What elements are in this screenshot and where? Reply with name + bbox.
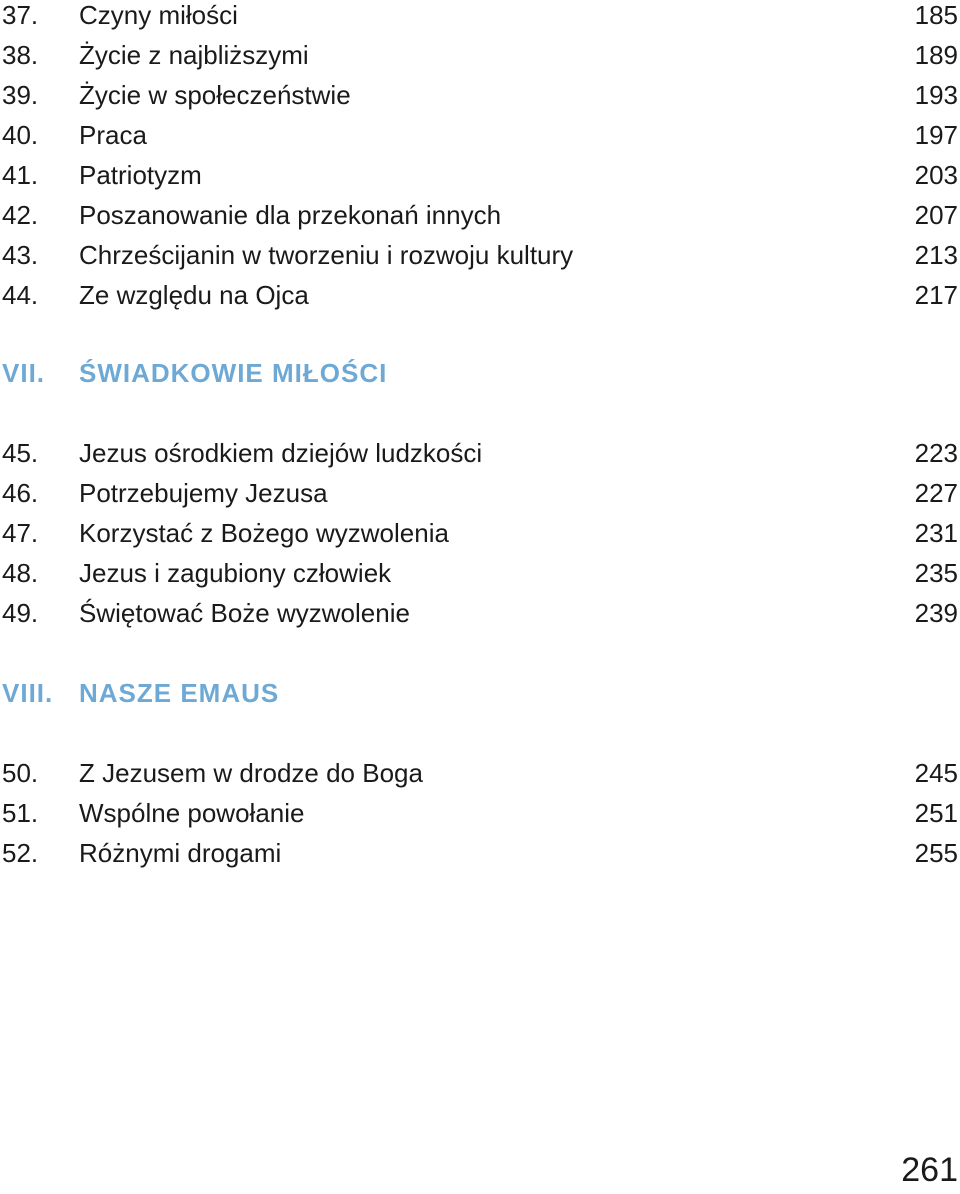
entry-title: Potrzebujemy Jezusa <box>79 478 328 508</box>
entry-title: Jezus ośrodkiem dziejów ludzkości <box>79 438 483 468</box>
entry-title: Praca <box>79 120 147 150</box>
toc-entry[interactable] <box>0 758 960 798</box>
entry-number: 40. <box>2 120 39 150</box>
toc-entry[interactable] <box>0 120 960 160</box>
toc-entry[interactable] <box>0 0 960 40</box>
entry-number: 52. <box>2 838 39 868</box>
entry-title: Chrześcijanin w tworzeniu i rozwoju kultury <box>79 240 574 270</box>
page-number: 261 <box>901 1151 958 1189</box>
section-title: ŚWIADKOWIE MIŁOŚCI <box>79 358 388 388</box>
entry-number: 47. <box>2 518 39 548</box>
toc-entry[interactable] <box>0 200 960 240</box>
toc-entry[interactable] <box>0 838 960 878</box>
entry-title: Czyny miłości <box>79 0 238 30</box>
entry-page: 213 <box>914 240 958 270</box>
toc-entry[interactable] <box>0 280 960 320</box>
entry-title: Patriotyzm <box>79 160 202 190</box>
section-title: NASZE EMAUS <box>79 678 280 708</box>
entry-title: Ze względu na Ojca <box>79 280 309 310</box>
entry-page: 251 <box>914 798 958 828</box>
entry-number: 42. <box>2 200 39 230</box>
entry-page: 185 <box>914 0 958 30</box>
entry-page: 245 <box>914 758 958 788</box>
entry-number: 49. <box>2 598 39 628</box>
section-heading-viii <box>0 678 960 709</box>
entry-page: 207 <box>914 200 958 230</box>
toc-entry[interactable] <box>0 438 960 478</box>
entry-title: Życie z najbliższymi <box>79 40 309 70</box>
toc-entry[interactable] <box>0 798 960 838</box>
entry-number: 48. <box>2 558 39 588</box>
entry-number: 38. <box>2 40 39 70</box>
toc-entry[interactable] <box>0 478 960 518</box>
entry-title: Różnymi drogami <box>79 838 282 868</box>
toc-entry[interactable] <box>0 240 960 280</box>
section-number: VIII. <box>2 678 54 708</box>
entry-page: 217 <box>914 280 958 310</box>
entry-number: 39. <box>2 80 39 110</box>
entry-page: 255 <box>914 838 958 868</box>
entry-number: 50. <box>2 758 39 788</box>
entry-number: 41. <box>2 160 39 190</box>
entry-number: 37. <box>2 0 39 30</box>
entry-number: 44. <box>2 280 39 310</box>
entry-page: 223 <box>914 438 958 468</box>
section-number: VII. <box>2 358 46 388</box>
toc-entry[interactable] <box>0 160 960 200</box>
entry-title: Świętować Boże wyzwolenie <box>79 598 410 628</box>
entry-number: 46. <box>2 478 39 508</box>
toc-entry[interactable] <box>0 80 960 120</box>
toc-entry[interactable] <box>0 518 960 558</box>
entry-page: 231 <box>914 518 958 548</box>
entry-title: Życie w społeczeństwie <box>79 80 351 110</box>
entry-title: Jezus i zagubiony człowiek <box>79 558 392 588</box>
toc-entry[interactable] <box>0 598 960 638</box>
entry-page: 189 <box>914 40 958 70</box>
entry-number: 43. <box>2 240 39 270</box>
section-heading-vii <box>0 358 960 389</box>
toc-entry[interactable] <box>0 40 960 80</box>
entry-number: 45. <box>2 438 39 468</box>
toc-entry[interactable] <box>0 558 960 598</box>
entry-title: Z Jezusem w drodze do Boga <box>79 758 423 788</box>
entry-page: 239 <box>914 598 958 628</box>
entry-title: Poszanowanie dla przekonań innych <box>79 200 502 230</box>
entry-page: 197 <box>914 120 958 150</box>
entry-page: 235 <box>914 558 958 588</box>
entry-page: 193 <box>914 80 958 110</box>
entry-title: Wspólne powołanie <box>79 798 305 828</box>
entry-title: Korzystać z Bożego wyzwolenia <box>79 518 449 548</box>
entry-page: 203 <box>914 160 958 190</box>
entry-page: 227 <box>914 478 958 508</box>
entry-number: 51. <box>2 798 39 828</box>
